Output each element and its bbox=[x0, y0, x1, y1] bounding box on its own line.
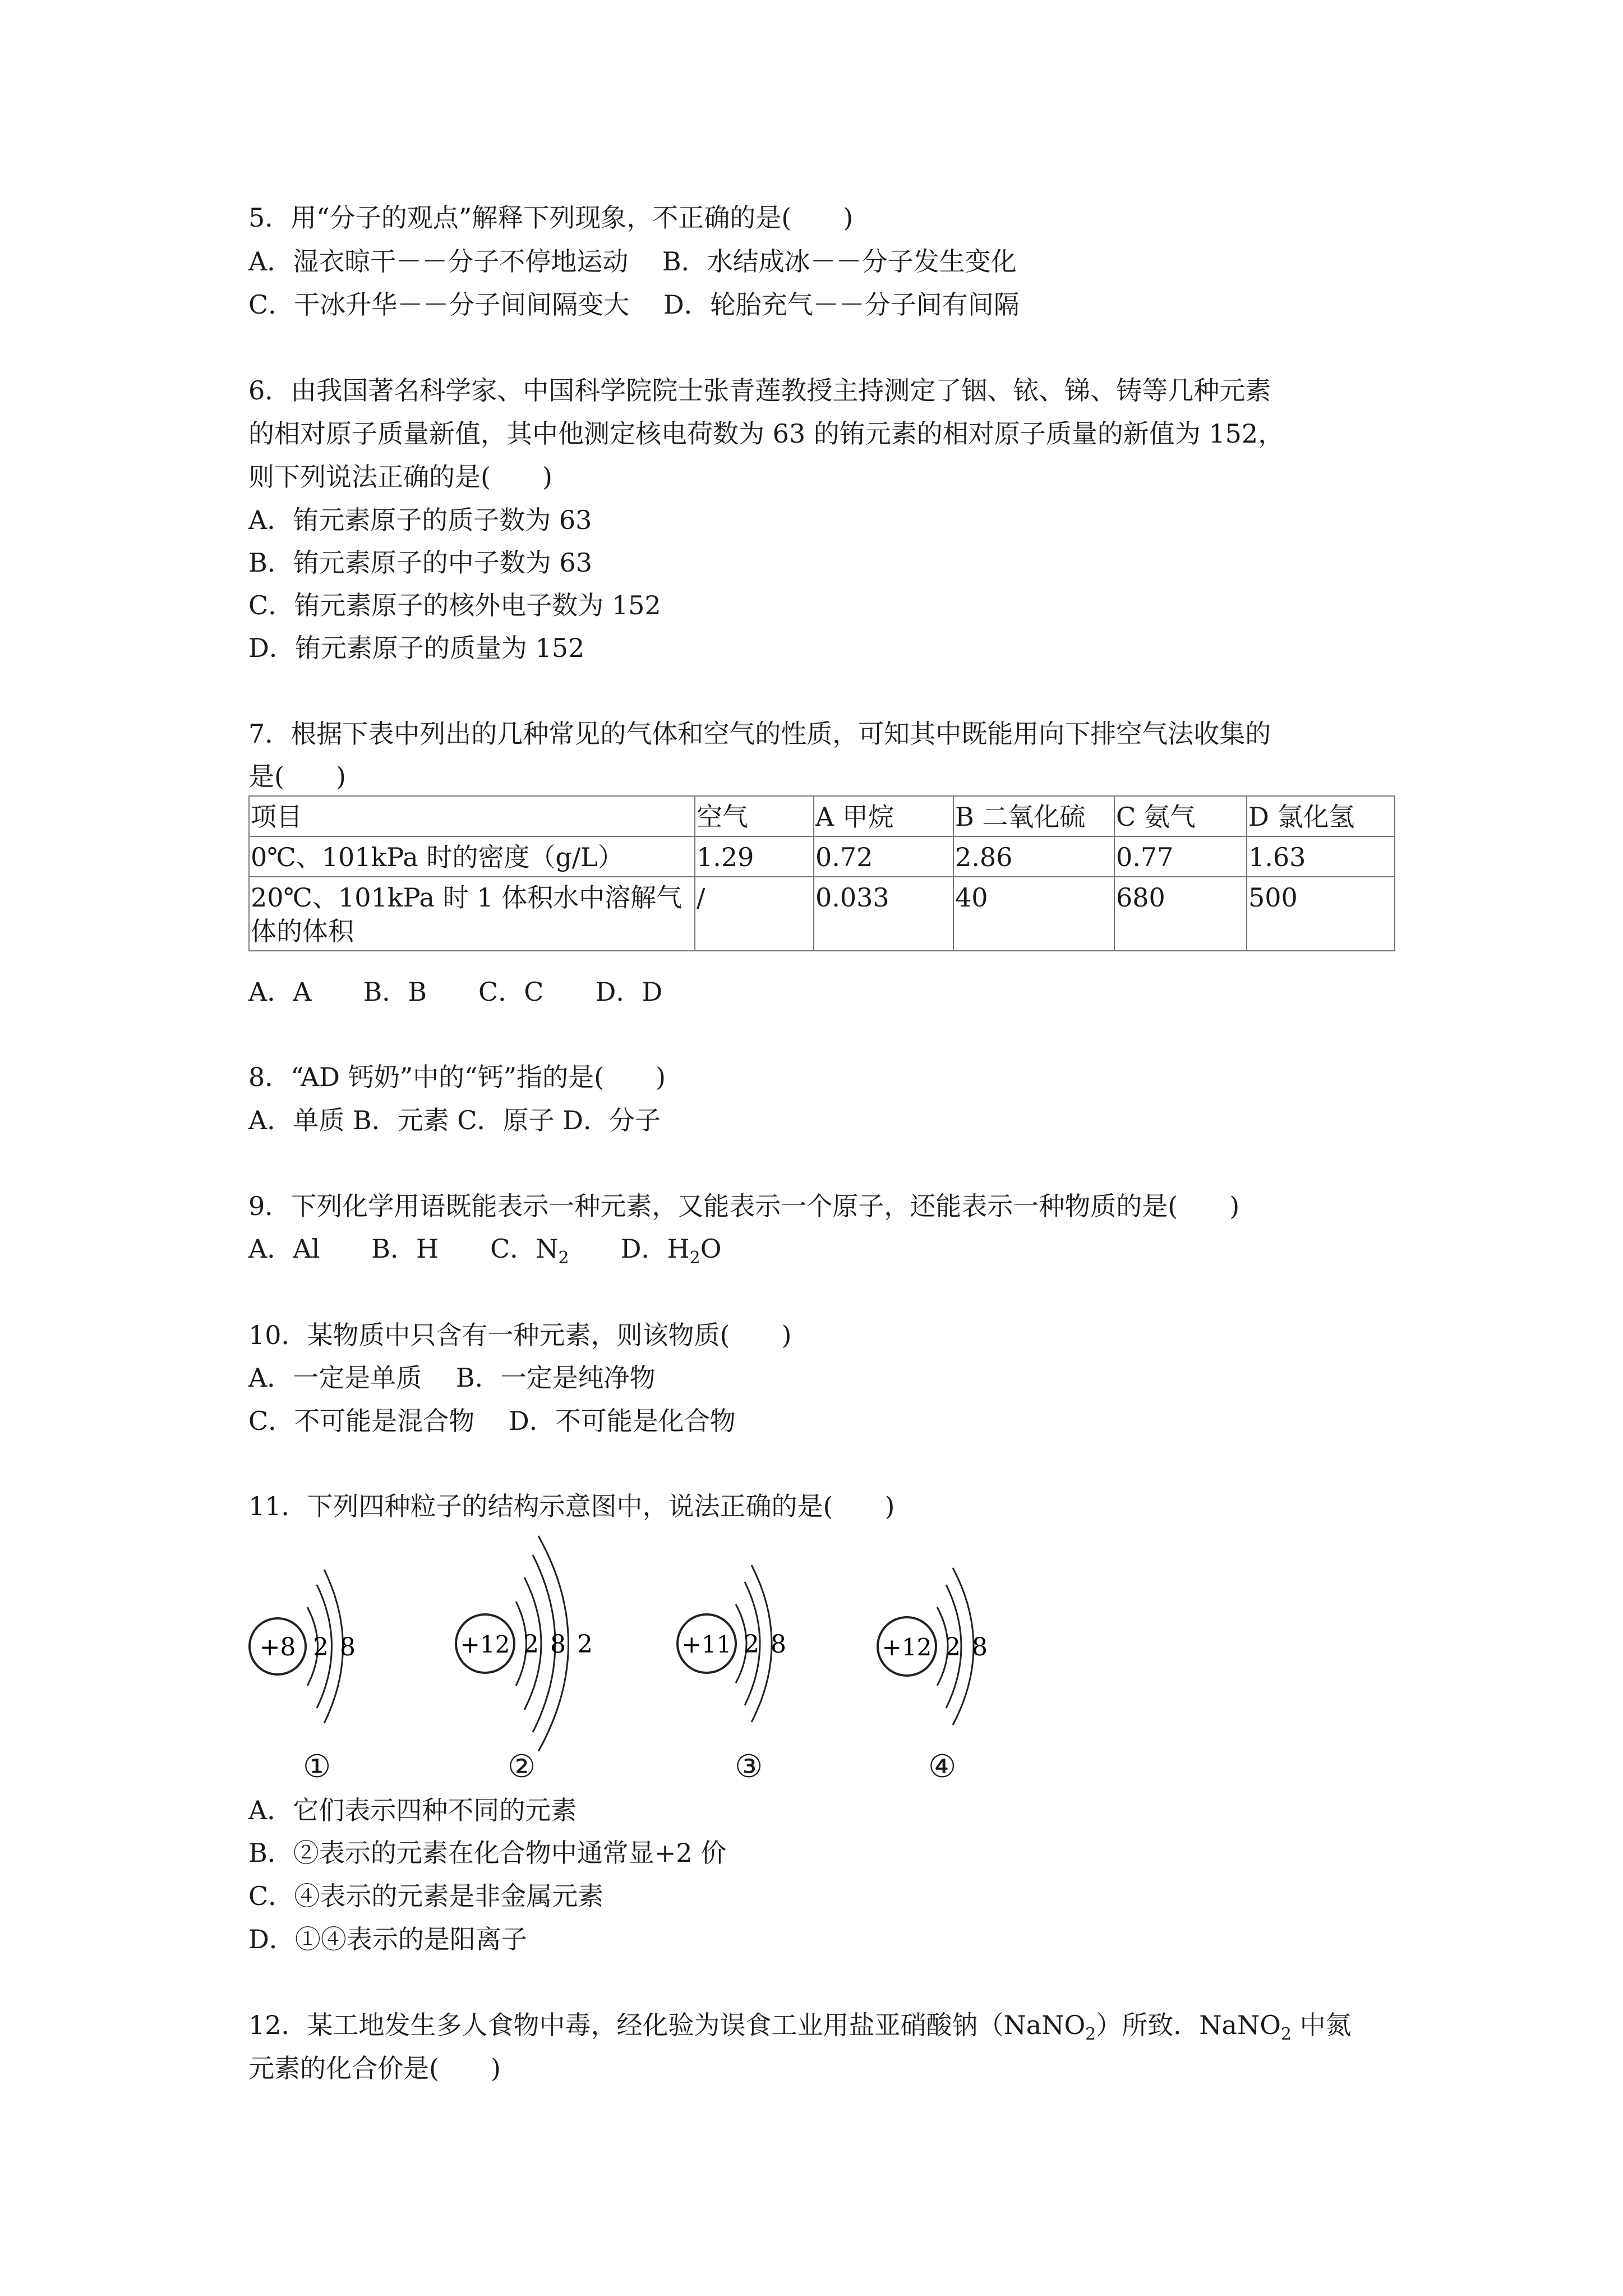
q9-option-a: A．Al bbox=[248, 1234, 320, 1264]
nucleus-charge: +8 bbox=[259, 1633, 296, 1662]
q5-options-row2: C．干冰升华－－分子间间隔变大 D．轮胎充气－－分子间有间隔 bbox=[248, 289, 1020, 320]
q6-option-a: A．铕元素原子的质子数为 63 bbox=[248, 505, 592, 535]
q12-stem-line1: 12．某工地发生多人食物中毒，经化验为误食工业用盐亚硝酸钠（NaNO$_2$）所致．NaNO$_2$ 中氮 bbox=[248, 2010, 1352, 2044]
table-cell: C 氨气 bbox=[1114, 796, 1247, 836]
q11-option-b: B．②表示的元素在化合物中通常显+2 价 bbox=[248, 1838, 727, 1868]
table-row bbox=[249, 877, 1395, 951]
q9-stem: 9．下列化学用语既能表示一种元素，又能表示一个原子，还能表示一种物质的是( ) bbox=[248, 1191, 1240, 1221]
diagram-label-1: ① bbox=[303, 1749, 331, 1785]
table-cell: 40 bbox=[953, 877, 1114, 951]
table-cell bbox=[249, 877, 695, 951]
row-label-line1: 20℃、101kPa 时 1 体积水中溶解气 bbox=[251, 882, 683, 913]
table-cell: 0.77 bbox=[1114, 836, 1247, 877]
table-cell: 项目 bbox=[249, 796, 695, 836]
atom-diagram-3 bbox=[673, 1559, 808, 1730]
table-cell: 0.033 bbox=[814, 877, 953, 951]
table-cell: 500 bbox=[1247, 877, 1395, 951]
q11-option-c: C．④表示的元素是非金属元素 bbox=[248, 1881, 604, 1911]
table-cell: 680 bbox=[1114, 877, 1247, 951]
shell-count: 8 bbox=[771, 1630, 786, 1659]
q6-stem-line2: 的相对原子质量新值，其中他测定核电荷数为 63 的铕元素的相对原子质量的新值为 152， bbox=[248, 418, 1284, 449]
table-cell: 空气 bbox=[695, 796, 814, 836]
q11-option-d: D．①④表示的是阳离子 bbox=[248, 1924, 527, 1954]
q7-stem-line2: 是( ) bbox=[248, 761, 346, 792]
q6-option-b: B．铕元素原子的中子数为 63 bbox=[248, 547, 592, 578]
shell-count: 8 bbox=[340, 1633, 356, 1662]
q8-options: A．单质 B．元素 C．原子 D．分子 bbox=[248, 1105, 661, 1135]
table-cell: 0.72 bbox=[814, 836, 953, 877]
diagram-label-2: ② bbox=[508, 1749, 536, 1785]
atom-diagram-2 bbox=[451, 1531, 620, 1736]
nucleus-charge: +11 bbox=[681, 1631, 732, 1658]
q12-stem-line2: 元素的化合价是( ) bbox=[248, 2053, 501, 2083]
q10-options-row1: A．一定是单质 B．一定是纯净物 bbox=[248, 1363, 656, 1393]
q11-option-a: A．它们表示四种不同的元素 bbox=[248, 1795, 577, 1825]
shell-count: 8 bbox=[972, 1633, 988, 1662]
nucleus-charge: +12 bbox=[882, 1634, 932, 1661]
nucleus-charge: +12 bbox=[460, 1631, 510, 1658]
q9-options bbox=[248, 1232, 721, 1266]
q7-options: A．A B．B C．C D．D bbox=[248, 977, 663, 1007]
q6-stem-line1: 6．由我国著名科学家、中国科学院院士张青莲教授主持测定了铟、铱、锑、铸等几种元素 bbox=[248, 375, 1271, 406]
table-header-row bbox=[249, 796, 1395, 836]
diagram-label-4: ④ bbox=[928, 1749, 957, 1785]
table-cell: 1.29 bbox=[695, 836, 814, 877]
shell-count: 2 bbox=[523, 1630, 539, 1659]
q6-option-d: D．铕元素原子的质量为 152 bbox=[248, 633, 585, 663]
shell-count: 2 bbox=[945, 1633, 961, 1662]
table-cell: / bbox=[695, 877, 814, 951]
q6-stem-line3: 则下列说法正确的是( ) bbox=[248, 462, 552, 492]
row-label-line2: 体的体积 bbox=[251, 916, 354, 946]
table-cell: 1.63 bbox=[1247, 836, 1395, 877]
shell-count: 2 bbox=[313, 1633, 329, 1662]
q7-stem-line1: 7．根据下表中列出的几种常见的气体和空气的性质，可知其中既能用向下排空气法收集的 bbox=[248, 719, 1271, 749]
shell-count: 8 bbox=[550, 1630, 566, 1659]
atom-diagram-1 bbox=[247, 1559, 381, 1730]
q9-option-b: B．H bbox=[371, 1234, 439, 1264]
atom-diagram-4 bbox=[872, 1559, 1012, 1730]
q10-options-row2: C．不可能是混合物 D．不可能是化合物 bbox=[248, 1406, 736, 1436]
q5-stem: 5．用“分子的观点”解释下列现象，不正确的是( ) bbox=[248, 203, 854, 233]
q9-option-d: D．$H_2O$ bbox=[620, 1234, 722, 1268]
shell-count: 2 bbox=[744, 1630, 759, 1659]
table-cell: 2.86 bbox=[953, 836, 1114, 877]
q8-stem: 8．“AD 钙奶”中的“钙”指的是( ) bbox=[248, 1062, 666, 1092]
table-cell: 0℃、101kPa 时的密度（g/L） bbox=[249, 836, 695, 877]
table-row bbox=[249, 836, 1395, 877]
gas-properties-table bbox=[248, 795, 1395, 951]
table-cell: A 甲烷 bbox=[814, 796, 953, 836]
table-cell: B 二氧化硫 bbox=[953, 796, 1114, 836]
diagram-label-3: ③ bbox=[735, 1749, 763, 1785]
shell-count: 2 bbox=[577, 1630, 593, 1659]
q10-stem: 10．某物质中只含有一种元素，则该物质( ) bbox=[248, 1320, 792, 1350]
q6-option-c: C．铕元素原子的核外电子数为 152 bbox=[248, 590, 661, 620]
q11-stem: 11．下列四种粒子的结构示意图中，说法正确的是( ) bbox=[248, 1491, 895, 1521]
table-cell: D 氯化氢 bbox=[1247, 796, 1395, 836]
q9-option-c: C．$N_2$ bbox=[490, 1234, 569, 1268]
q5-options-row1: A．湿衣晾干－－分子不停地运动 B．水结成冰－－分子发生变化 bbox=[248, 246, 1017, 277]
